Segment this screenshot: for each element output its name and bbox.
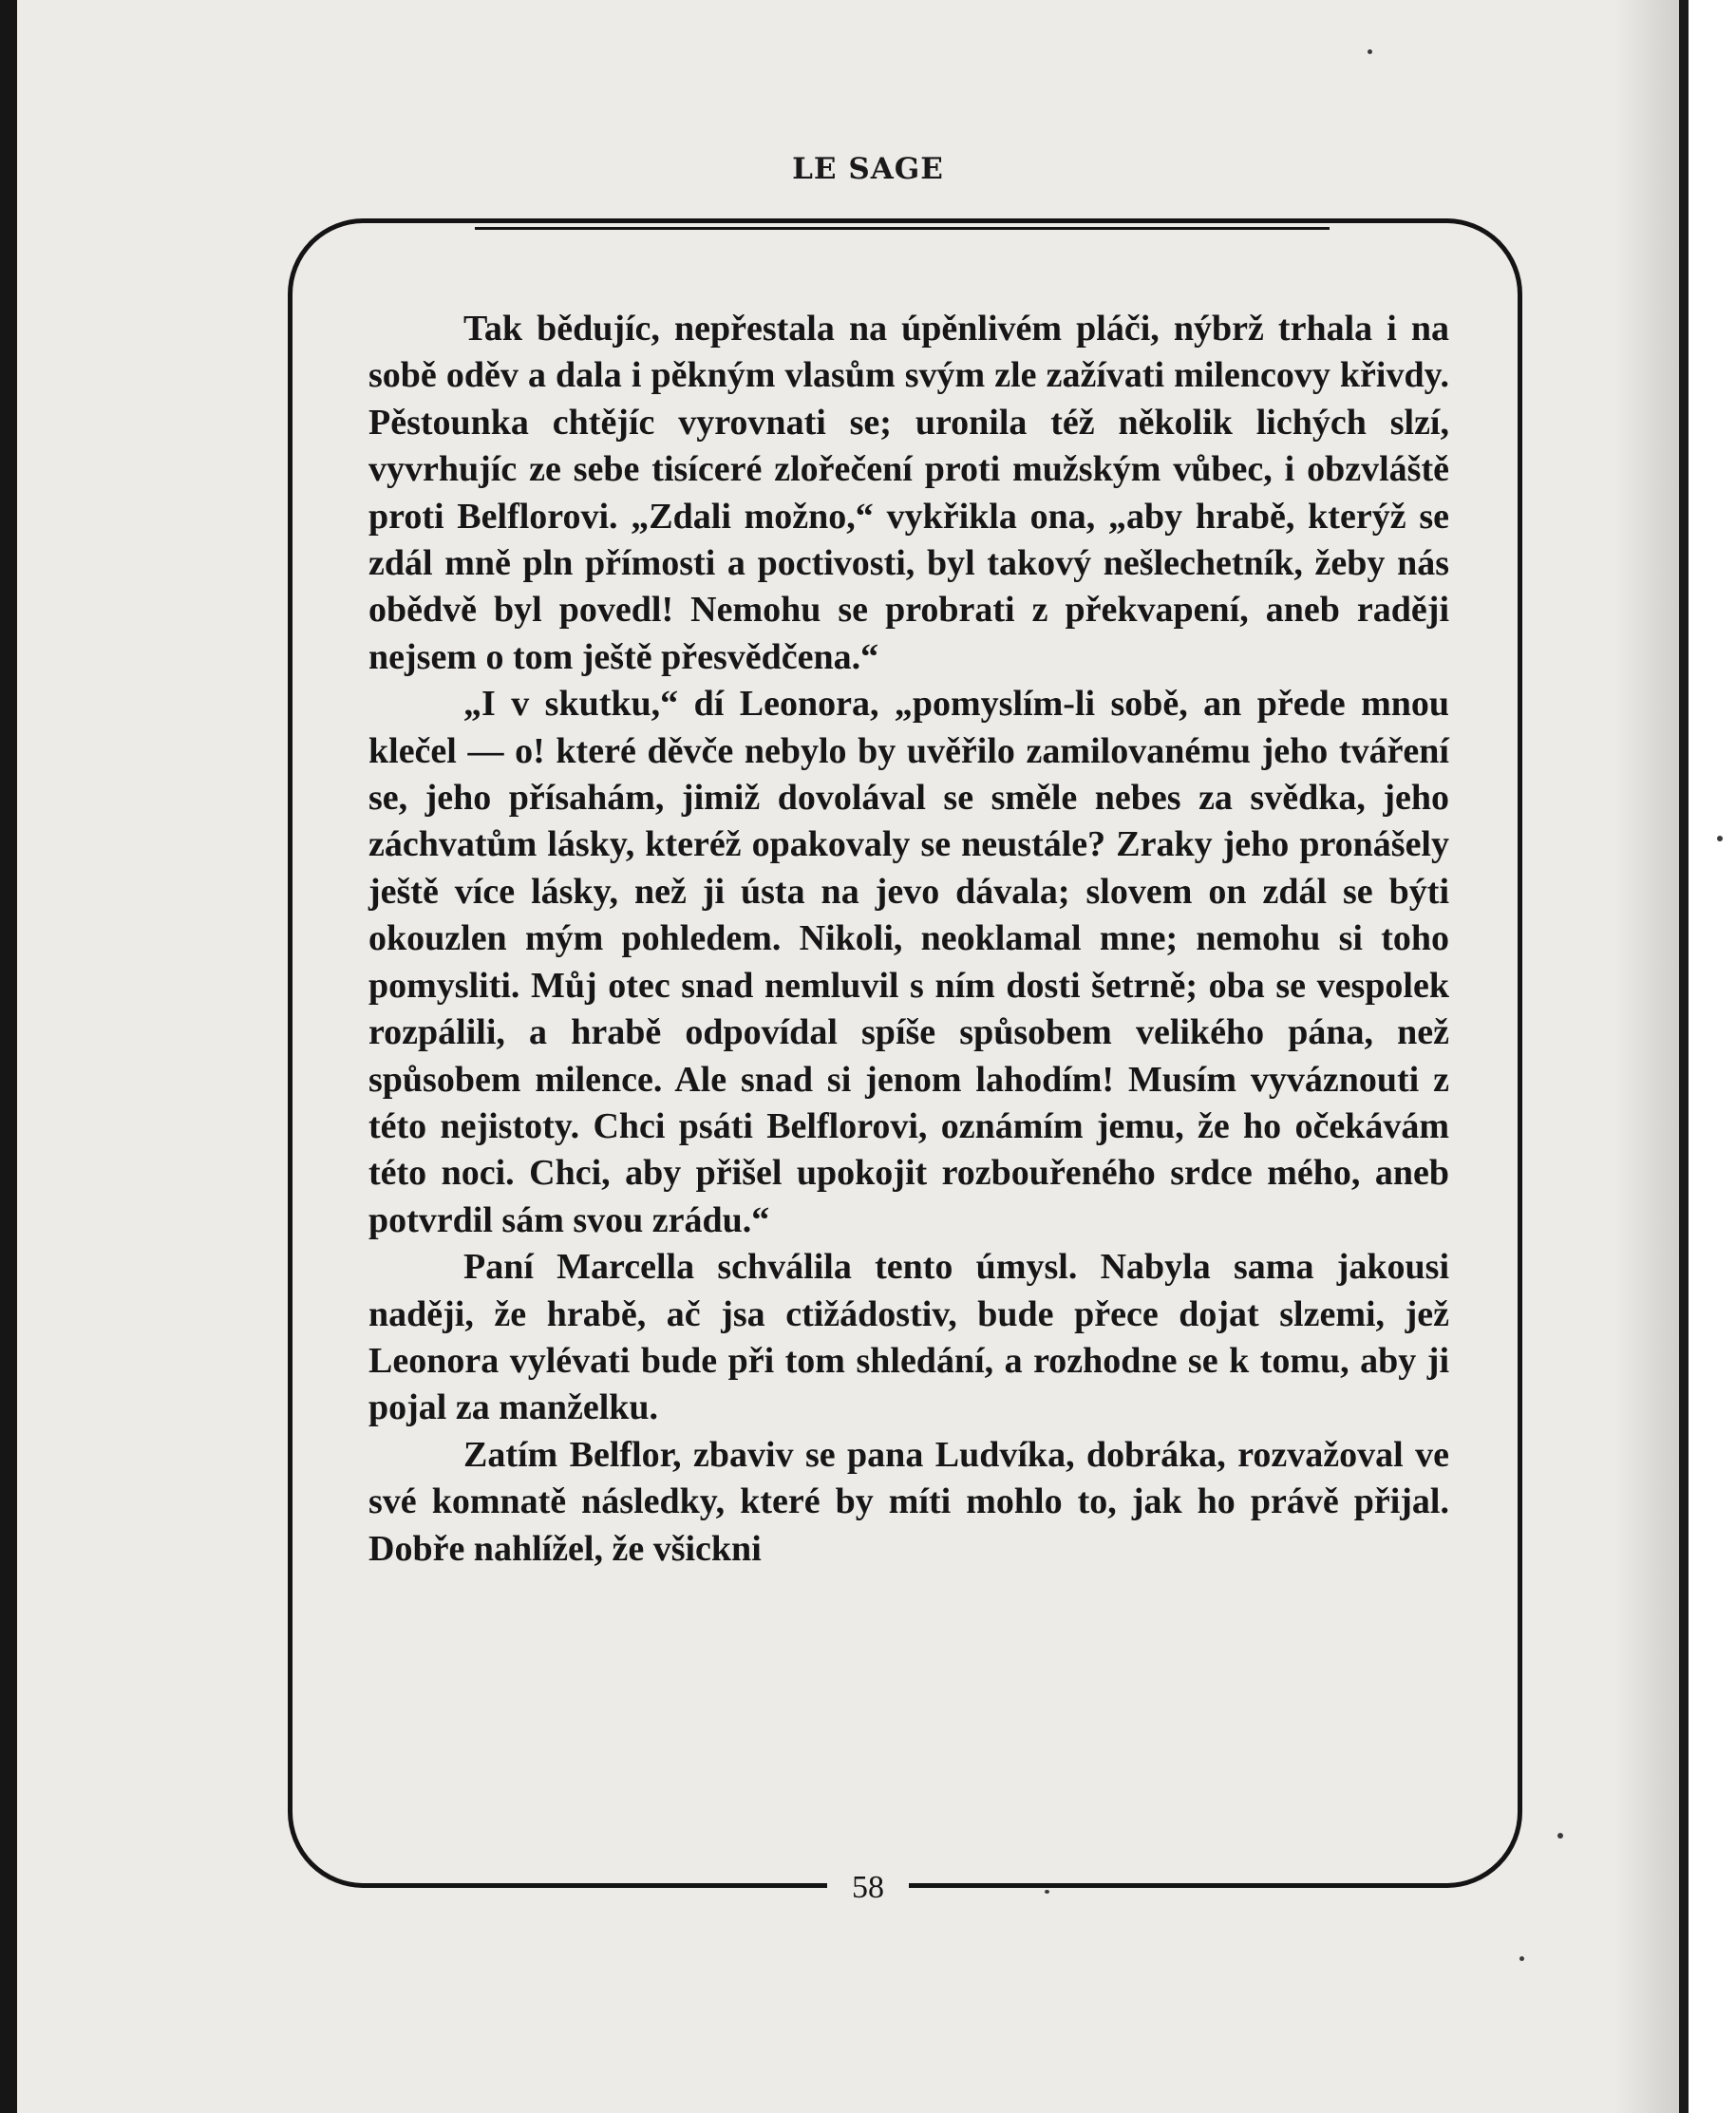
scan-speck (1045, 1890, 1049, 1894)
paragraph-3: Paní Marcella schválila tento úmysl. Nabyla sama jakousi naději, že hrabě, ač jsa ctižádostiv, bude přece dojat slzemi, jež Leonora vylévati bude při tom shledání, a rozhodne se k tomu, aby ji pojal za manželku. (368, 1247, 1449, 1428)
scan-speck (1717, 836, 1723, 841)
scan-speck (1368, 49, 1372, 54)
running-title: LE SAGE (792, 152, 944, 186)
scan-speck (1557, 1833, 1563, 1839)
body-text (368, 306, 1449, 1573)
paragraph-4: Zatím Belflor, zbaviv se pana Ludvíka, dobráka, rozvažoval ve své komnatě následky, které by míti mohlo to, jak ho právě přijal. Dobře nahlížel, že všickni (368, 1434, 1449, 1569)
paragraph-2: „I v skutku,“ dí Leonora, „pomyslím-li sobě, an přede mnou klečel — o! které děvče nebylo by uvěřilo zamilovanému jeho tváření se, jeho přísahám, jimiž dovolával se směle nebes za svědka, jeho záchvatům lásky, kteréž opakovaly se neustále? Zraky jeho pronášely ještě více lásky, než ji ústa na jevo dávala; slovem on zdál se býti okouzlen mým pohledem. Nikoli, neoklamal mne; nemohu si toho pomysliti. Můj otec snad nemluvil s ním dosti šetrně; oba se vespolek rozpálili, a hrabě odpovídal spíše spůsobem velikého pána, než spůsobem milence. Ale snad si jenom lahodím! Musím vyváznouti z této nejistoty. Chci psáti Belflorovi, oznámím jemu, že ho očekávám této noci. Chci, aby přišel upokojit rozbouřeného srdce mého, aneb potvrdil sám svou zrádu.“ (368, 684, 1449, 1240)
scan-edge-left (0, 0, 17, 2113)
paragraph-1: Tak bědujíc, nepřestala na úpěnlivém pláči, nýbrž trhala i na sobě oděv a dala i pěkným vlasům svým zle zažívati milencovy křivdy. Pěstounka chtějíc vyrovnati se; uronila též několik lichých slzí, vyvrhujíc ze sebe tisíceré zlořečení proti mužským vůbec, i obzvláště proti Belflorovi. „Zdali možno,“ vykřikla ona, „aby hrabě, kterýž se zdál mně pln přímosti a poctivosti, byl takový nešlechetník, žeby nás obědvě byl povedl! Nemohu se probrati z překvapení, aneb raději nejsem o tom ještě přesvědčena.“ (368, 309, 1449, 677)
scan-speck (1519, 1956, 1524, 1961)
frame-double-rule (475, 227, 1330, 230)
page-number: 58 (827, 1869, 909, 1907)
page-gutter-shadow (1614, 0, 1679, 2113)
scan-edge-right-binding (1679, 0, 1689, 2113)
page-footer (0, 1869, 1736, 1907)
